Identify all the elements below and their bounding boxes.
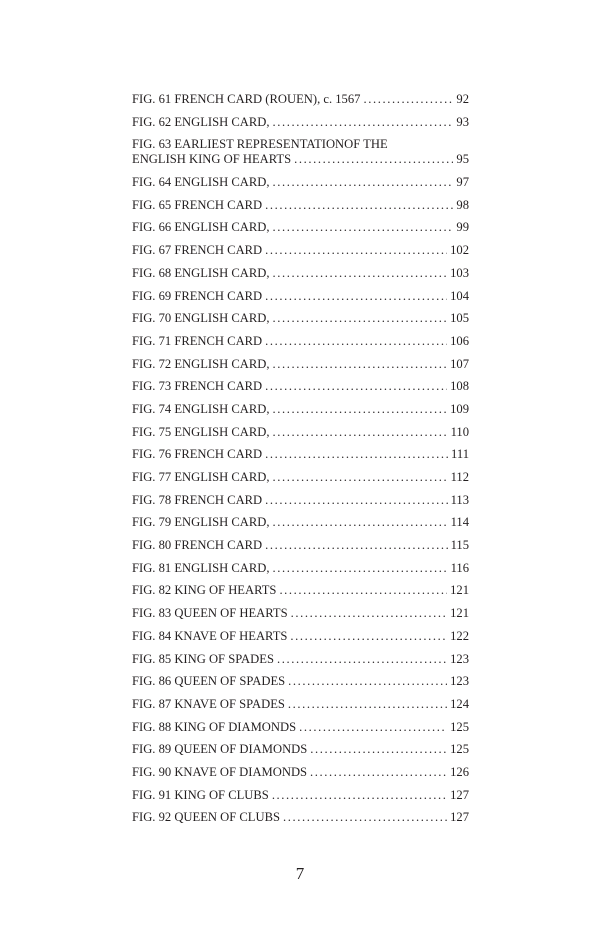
dot-leader — [290, 629, 447, 644]
toc-entry-page: 92 — [456, 92, 469, 106]
toc-entry[interactable] — [132, 198, 469, 213]
dot-leader — [265, 538, 447, 553]
dot-leader — [273, 115, 454, 130]
toc-entry-page: 93 — [456, 114, 469, 129]
toc-entry-page: 110 — [450, 424, 469, 439]
toc-entry-label: FIG. 91 KING OF CLUBS — [132, 787, 269, 802]
toc-entry[interactable] — [132, 674, 469, 689]
toc-entry[interactable] — [132, 538, 469, 553]
toc-entry-page: 125 — [450, 742, 469, 757]
toc-entry[interactable] — [132, 92, 469, 107]
toc-entry[interactable] — [132, 583, 469, 598]
toc-entry[interactable] — [132, 788, 469, 803]
toc-entry-label: FIG. 76 FRENCH CARD — [132, 447, 263, 462]
toc-entry-page: 107 — [450, 356, 469, 371]
toc-entry[interactable] — [132, 115, 469, 130]
toc-entry-page: 126 — [450, 764, 469, 779]
toc-entry-page: 127 — [450, 810, 469, 825]
dot-leader — [279, 583, 447, 598]
dot-leader — [273, 311, 448, 326]
toc-entry-page: 112 — [450, 470, 469, 484]
toc-entry-page: 99 — [456, 220, 469, 235]
dot-leader — [277, 652, 447, 667]
dot-leader — [272, 788, 447, 803]
toc-entry-label: FIG. 88 KING OF DIAMONDS — [132, 719, 297, 734]
toc-entry[interactable] — [132, 742, 469, 757]
toc-entry[interactable] — [132, 137, 469, 167]
toc-entry[interactable] — [132, 175, 469, 190]
toc-entry[interactable] — [132, 810, 469, 825]
toc-entry-page: 123 — [450, 674, 469, 689]
dot-leader — [294, 152, 453, 167]
toc-entry-label: FIG. 86 QUEEN OF SPADES — [132, 674, 286, 689]
toc-entry-label: FIG. 61 FRENCH CARD (ROUEN), c. 1567 — [132, 92, 361, 106]
toc-entry[interactable] — [132, 357, 469, 372]
toc-entry-label: FIG. 81 ENGLISH CARD, — [132, 560, 270, 575]
toc-entry-page: 98 — [456, 197, 469, 212]
toc-entry-page: 114 — [450, 515, 469, 530]
dot-leader — [273, 402, 448, 417]
toc-entry-page: 121 — [450, 606, 469, 621]
toc-entry-page: 125 — [450, 719, 469, 734]
toc-entry-label: FIG. 78 FRENCH CARD — [132, 492, 263, 507]
toc-entry[interactable] — [132, 697, 469, 712]
toc-entry-page: 104 — [450, 288, 469, 303]
dot-leader — [265, 447, 448, 462]
dot-leader — [265, 289, 447, 304]
toc-entry-page: 124 — [450, 696, 469, 711]
toc-entry[interactable] — [132, 425, 469, 440]
toc-entry-page: 102 — [450, 243, 469, 258]
toc-entry[interactable] — [132, 334, 469, 349]
dot-leader — [363, 92, 453, 107]
toc-entry[interactable] — [132, 311, 469, 326]
toc-entry-label: FIG. 84 KNAVE OF HEARTS — [132, 628, 288, 643]
dot-leader — [310, 742, 447, 757]
toc-entry-page: 108 — [450, 379, 469, 394]
dot-leader — [273, 470, 448, 485]
toc-entry-page: 103 — [450, 265, 469, 280]
toc-entry-label: FIG. 68 ENGLISH CARD, — [132, 265, 270, 280]
toc-entry-label: FIG. 72 ENGLISH CARD, — [132, 356, 270, 371]
toc-entry-label: FIG. 67 FRENCH CARD — [132, 243, 263, 258]
dot-leader — [283, 810, 447, 825]
toc-entry[interactable] — [132, 379, 469, 394]
toc-entry-page: 115 — [450, 538, 469, 553]
toc-entry-page: 105 — [450, 311, 469, 326]
toc-entry-page: 109 — [450, 401, 469, 416]
toc-entry-page: 121 — [450, 583, 469, 598]
toc-entry[interactable] — [132, 720, 469, 735]
toc-entry-label: FIG. 70 ENGLISH CARD, — [132, 311, 270, 326]
toc-entry-label: FIG. 77 ENGLISH CARD, — [132, 470, 270, 484]
dot-leader — [273, 425, 448, 440]
dot-leader — [299, 720, 447, 735]
dot-leader — [310, 765, 447, 780]
toc-entry[interactable] — [132, 606, 469, 621]
dot-leader — [273, 175, 454, 190]
toc-entry-label: FIG. 83 QUEEN OF HEARTS — [132, 606, 288, 621]
dot-leader — [265, 493, 447, 508]
toc-entry-page: 111 — [451, 447, 469, 462]
dot-leader — [265, 243, 447, 258]
toc-entry-label-continued: ENGLISH KING OF HEARTS — [132, 152, 292, 167]
dot-leader — [265, 379, 447, 394]
toc-entry-label: FIG. 90 KNAVE OF DIAMONDS — [132, 764, 308, 779]
dot-leader — [288, 674, 447, 689]
toc-entry-label: FIG. 89 QUEEN OF DIAMONDS — [132, 742, 308, 757]
toc-entry-label: FIG. 87 KNAVE OF SPADES — [132, 696, 285, 711]
toc-entry-label: FIG. 73 FRENCH CARD — [132, 379, 263, 394]
toc-entry[interactable] — [132, 266, 469, 281]
toc-entry-page: 113 — [450, 492, 469, 507]
toc-entry-page: 95 — [456, 152, 469, 167]
dot-leader — [273, 561, 448, 576]
dot-leader — [273, 515, 448, 530]
dot-leader — [265, 198, 453, 213]
toc-entry[interactable] — [132, 652, 469, 667]
toc-entry-page: 106 — [450, 333, 469, 348]
toc-entry-label: FIG. 71 FRENCH CARD — [132, 333, 263, 348]
dot-leader — [273, 266, 448, 281]
toc-entry[interactable] — [132, 493, 469, 508]
toc-entry-page: 122 — [450, 628, 469, 643]
toc-entry[interactable] — [132, 629, 469, 644]
toc-entry-page: 127 — [450, 787, 469, 802]
toc-entry[interactable] — [132, 243, 469, 258]
toc-entry-label: FIG. 85 KING OF SPADES — [132, 651, 274, 666]
toc-entry-label: FIG. 65 FRENCH CARD — [132, 197, 263, 212]
toc-entry[interactable] — [132, 402, 469, 417]
dot-leader — [265, 334, 447, 349]
toc-entry-label: FIG. 92 QUEEN OF CLUBS — [132, 810, 280, 825]
dot-leader — [273, 220, 454, 235]
toc-entry-label: FIG. 64 ENGLISH CARD, — [132, 175, 270, 190]
toc-entry[interactable] — [132, 765, 469, 780]
toc-entry-label: FIG. 74 ENGLISH CARD, — [132, 401, 270, 416]
toc-entry-label: FIG. 62 ENGLISH CARD, — [132, 114, 270, 129]
toc-entry[interactable] — [132, 561, 469, 576]
toc-entry[interactable] — [132, 220, 469, 235]
toc-entry-label: FIG. 66 ENGLISH CARD, — [132, 220, 270, 235]
toc-entry-page: 116 — [450, 560, 469, 575]
list-of-figures — [132, 92, 469, 833]
toc-entry[interactable] — [132, 515, 469, 530]
toc-entry-label: FIG. 63 EARLIEST REPRESENTATIONOF THE — [132, 137, 388, 152]
toc-entry-label: FIG. 69 FRENCH CARD — [132, 288, 263, 303]
page-number: 7 — [295, 864, 305, 883]
toc-entry[interactable] — [132, 289, 469, 304]
toc-entry[interactable] — [132, 470, 469, 485]
toc-entry[interactable] — [132, 447, 469, 462]
toc-entry-label: FIG. 82 KING OF HEARTS — [132, 583, 277, 598]
toc-entry-page: 123 — [450, 651, 469, 666]
dot-leader — [288, 697, 447, 712]
toc-entry-label: FIG. 75 ENGLISH CARD, — [132, 424, 270, 439]
toc-entry-label: FIG. 80 FRENCH CARD — [132, 538, 263, 553]
toc-entry-label: FIG. 79 ENGLISH CARD, — [132, 515, 270, 530]
dot-leader — [273, 357, 448, 372]
toc-entry-page: 97 — [456, 175, 469, 190]
dot-leader — [291, 606, 447, 621]
